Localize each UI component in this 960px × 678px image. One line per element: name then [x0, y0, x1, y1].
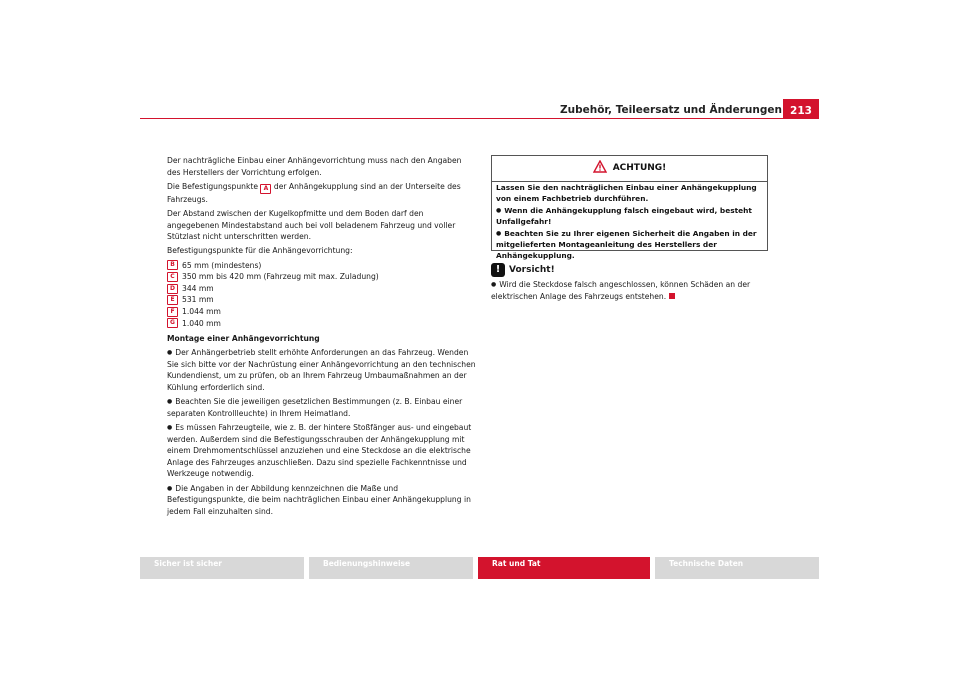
dimension-row: C 350 mm bis 420 mm (Fahrzeug mit max. Zuladung)	[167, 271, 477, 283]
callout-f: F	[167, 307, 178, 317]
callout-a: A	[260, 184, 271, 194]
warning-intro: Lassen Sie den nachträglichen Einbau einer Anhängekupplung von einem Fachbetrieb durchführen.	[496, 183, 757, 204]
header-rule	[140, 118, 819, 119]
paragraph-points-heading: Befestigungspunkte für die Anhängevorrichtung:	[167, 246, 353, 256]
warning-bullet: ● Wenn die Anhängekupplung falsch eingebaut wird, besteht Unfallgefahr!	[496, 205, 763, 228]
montage-bullet: ● Es müssen Fahrzeugteile, wie z. B. der hintere Stoßfänger aus- und eingebaut werden. Außerdem sind die Befestigungsschrauben der Anhängekupplung mit einem Drehmomentschlüssel anzuziehen und eine Steckdose an die elektrische Anlage des Fahrzeuges anzuschließen. Dazu sind spezielle Fachkenntnisse und Werkzeuge notwendig.	[167, 422, 477, 480]
warning-body	[492, 182, 767, 262]
warning-box	[491, 155, 768, 261]
paragraph-mounting-points: Die Befestigungspunkte A der Anhängekupplung sind an der Unterseite des Fahrzeugs.	[167, 181, 461, 204]
caution-header	[491, 263, 768, 277]
footer-tab-advice[interactable]: Rat und Tat	[478, 557, 650, 579]
callout-b: B	[167, 260, 178, 270]
footer-tab-safety[interactable]: Sicher ist sicher	[140, 557, 304, 579]
warning-title: ACHTUNG!	[612, 162, 667, 173]
warning-bullet: ● Beachten Sie zu Ihrer eigenen Sicherheit die Angaben in der mitgelieferten Montageanleitung des Herstellers der Anhängekupplung.	[496, 228, 763, 262]
callout-g: G	[167, 318, 178, 328]
callout-d: D	[167, 284, 178, 294]
right-column	[491, 155, 768, 302]
caution-text: ● Wird die Steckdose falsch angeschlossen, können Schäden an der elektrischen Anlage des Fahrzeugs entstehen.	[491, 279, 768, 302]
montage-bullet: ● Die Angaben in der Abbildung kennzeichnen die Maße und Befestigungspunkte, die beim nachträglichen Einbau einer Anhängekupplung in jedem Fall einzuhalten sind.	[167, 483, 477, 518]
exclamation-icon: !	[491, 263, 505, 277]
page-number: 213	[783, 99, 819, 119]
footer-tab-operating-instructions[interactable]: Bedienungshinweise	[309, 557, 473, 579]
dimension-row: B 65 mm (mindestens)	[167, 260, 477, 272]
warning-triangle-icon	[593, 160, 607, 177]
dimensions-list	[167, 260, 477, 330]
dimension-row: D 344 mm	[167, 283, 477, 295]
chapter-title: Zubehör, Teileersatz und Änderungen	[560, 104, 782, 116]
dimension-row: G 1.040 mm	[167, 318, 477, 330]
montage-heading: Montage einer Anhängevorrichtung	[167, 334, 320, 344]
dimension-row: F 1.044 mm	[167, 306, 477, 318]
warning-header	[492, 156, 767, 182]
paragraph-intro: Der nachträgliche Einbau einer Anhängevorrichtung muss nach den Angaben des Herstellers der Vorrichtung erfolgen.	[167, 156, 462, 177]
paragraph-distance: Der Abstand zwischen der Kugelkopfmitte und dem Boden darf den angegebenen Mindestabstand auch bei voll beladenem Fahrzeug und voller Stützlast nicht unterschritten werden.	[167, 208, 456, 242]
end-of-section-icon	[669, 293, 675, 299]
dimension-row: E 531 mm	[167, 294, 477, 306]
montage-bullet: ● Der Anhängerbetrieb stellt erhöhte Anforderungen an das Fahrzeug. Wenden Sie sich bitte vor der Nachrüstung einer Anhängevorrichtung an den technischen Kundendienst, um zu prüfen, ob an Ihrem Fahrzeug Umbaumaßnahmen an der Kühlung erforderlich sind.	[167, 347, 477, 393]
left-column	[167, 155, 477, 520]
montage-bullet: ● Beachten Sie die jeweiligen gesetzlichen Bestimmungen (z. B. Einbau einer separaten Kontrollleuchte) in Ihrem Heimatland.	[167, 396, 477, 419]
footer-tab-technical-data[interactable]: Technische Daten	[655, 557, 819, 579]
callout-c: C	[167, 272, 178, 282]
callout-e: E	[167, 295, 178, 305]
caution-title: Vorsicht!	[509, 265, 555, 275]
